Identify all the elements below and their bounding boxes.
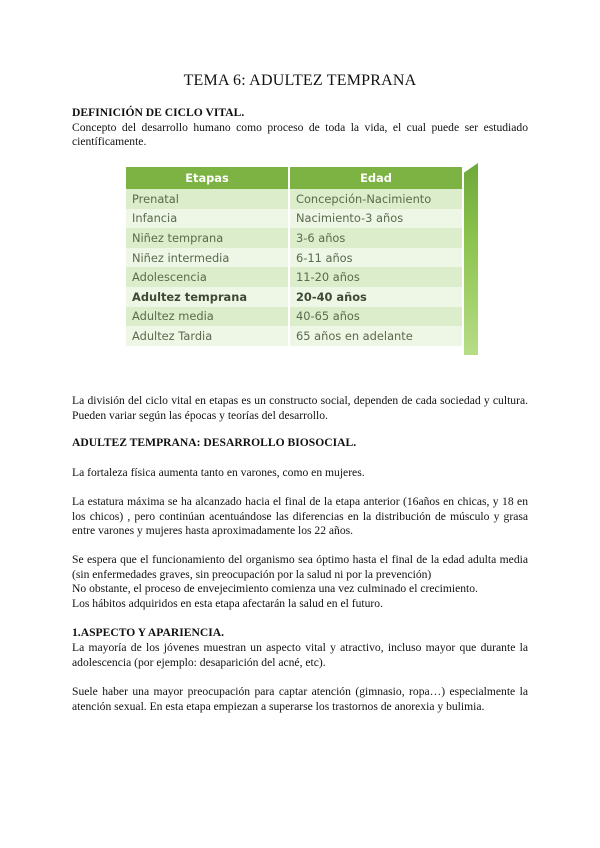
section-heading-aspecto: 1.ASPECTO Y APARIENCIA. [72, 626, 225, 639]
age-cell: 11-20 años [289, 267, 463, 287]
paragraph-preocupacion: Suele haber una mayor preocupación para captar atención (gimnasio, ropa…) especialmente la atención sexual. En esta etapa empiezan a superarse los trastornos de anorexia y bulimia. [72, 685, 528, 713]
table-row [126, 189, 463, 209]
stage-cell: Adultez temprana [126, 287, 289, 307]
table-row [126, 248, 463, 268]
table-row-highlighted [126, 287, 463, 307]
section-ciclo-vital [72, 106, 528, 150]
table-row [126, 307, 463, 327]
paragraph-funcionamiento [72, 553, 528, 611]
age-cell: 40-65 años [289, 307, 463, 327]
paragraph-aspecto: La mayoría de los jóvenes muestran un aspecto vital y atractivo, incluso mayor que durante la adolescencia (por ejemplo: desaparición del acné, etc). [72, 641, 528, 669]
age-cell: Concepción-Nacimiento [289, 189, 463, 209]
stage-cell: Adultez media [126, 307, 289, 327]
age-cell: 6-11 años [289, 248, 463, 268]
line-habitos: Los hábitos adquiridos en esta etapa afectarán la salud en el futuro. [72, 596, 383, 610]
paragraph-estatura: La estatura máxima se ha alcanzado hacia el final de la etapa anterior (16años en chicas, y 18 en los chicos) , pero continúan acentuándose las diferencias en la distribución de músculo y grasa entre varones y mujeres hasta aproximadamente los 22 años. [72, 495, 528, 538]
column-header-edad: Edad [289, 167, 463, 189]
table-row [126, 326, 463, 346]
page-title: TEMA 6: ADULTEZ TEMPRANA [183, 72, 417, 89]
paragraph-division: La división del ciclo vital en etapas es un constructo social, dependen de cada sociedad y cultura. Pueden variar según las épocas y teorías del desarrollo. [72, 394, 528, 422]
stage-cell: Niñez intermedia [126, 248, 289, 268]
table-decoration [464, 163, 478, 355]
table-row [126, 228, 463, 248]
section-heading-biosocial: ADULTEZ TEMPRANA: DESARROLLO BIOSOCIAL. [72, 436, 357, 449]
stage-cell: Prenatal [126, 189, 289, 209]
paragraph-definicion: Concepto del desarrollo humano como proceso de toda la vida, el cual puede ser estudiado científicamente. [72, 120, 528, 149]
stage-cell: Adultez Tardia [126, 326, 289, 346]
paragraph-fortaleza: La fortaleza física aumenta tanto en varones, como en mujeres. [72, 466, 365, 479]
age-cell: 3-6 años [289, 228, 463, 248]
stage-cell: Infancia [126, 209, 289, 229]
section-heading-ciclo-vital: DEFINICIÓN DE CICLO VITAL. [72, 106, 245, 119]
line-envejecimiento: No obstante, el proceso de envejecimiento comienza una vez culminado el crecimiento. [72, 582, 478, 596]
column-header-etapas: Etapas [126, 167, 289, 189]
stage-cell: Niñez temprana [126, 228, 289, 248]
age-cell: 65 años en adelante [289, 326, 463, 346]
line-funcionamiento: Se espera que el funcionamiento del organismo sea óptimo hasta el final de la edad adulta media (sin enfermedades graves, sin preocupación por la salud ni por la prevención) [72, 553, 528, 581]
table-row [126, 267, 463, 287]
stages-table-figure [126, 163, 470, 355]
table-row [126, 209, 463, 229]
stage-cell: Adolescencia [126, 267, 289, 287]
age-cell: Nacimiento-3 años [289, 209, 463, 229]
table-header-row [126, 167, 463, 189]
stages-table [126, 167, 464, 346]
age-cell: 20-40 años [289, 287, 463, 307]
